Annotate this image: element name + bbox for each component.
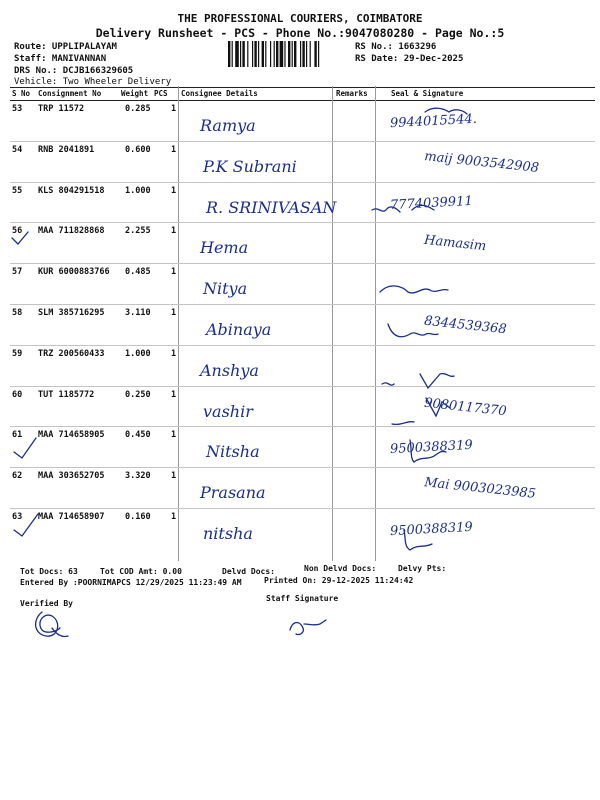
- row-divider: [10, 508, 595, 509]
- row-weight: 0.485: [125, 267, 151, 278]
- total-cod-amount: Tot COD Amt: 0.00: [100, 567, 182, 576]
- consignee-name: vashir: [203, 401, 253, 421]
- row-sno: 53: [12, 104, 23, 114]
- row-pcs: 1: [171, 267, 177, 278]
- row-consignment-no: MAA 714658907: [38, 512, 105, 522]
- row-consignment-no: TRP 11572: [38, 104, 85, 114]
- row-pcs: 1: [171, 389, 177, 400]
- barcode-bar: [292, 41, 293, 67]
- row-pcs: 1: [171, 471, 177, 482]
- barcode-bar: [258, 41, 259, 67]
- row-sno: 57: [12, 267, 23, 278]
- barcode-bar: [288, 41, 290, 67]
- barcode-bar: [265, 41, 266, 67]
- delivered-docs: Delvd Docs:: [222, 567, 275, 576]
- seal-signature: 7774039911: [389, 193, 474, 213]
- row-sno: 61: [12, 430, 23, 441]
- row-sno: 60: [12, 389, 23, 400]
- row-weight: 0.285: [125, 104, 151, 114]
- staff-signature-label: Staff Signature: [266, 594, 339, 603]
- barcode-bar: [314, 41, 316, 67]
- total-docs: Tot Docs: 63: [20, 567, 78, 576]
- column-divider: [178, 86, 179, 561]
- barcode-bar: [276, 41, 278, 67]
- route-label: Route: UPPLIPALAYAM: [14, 42, 117, 52]
- row-consignment-no: KUR 6000883766: [38, 267, 110, 278]
- barcode-bar: [284, 41, 285, 67]
- rs-date: RS Date: 29-Dec-2025: [355, 54, 464, 64]
- seal-signature: Mai 9003023985: [423, 475, 537, 503]
- row-divider: [10, 182, 595, 183]
- row-pcs: 1: [171, 226, 177, 237]
- table-top-rule: [10, 87, 595, 88]
- barcode-bar: [247, 41, 248, 67]
- row-divider: [10, 304, 595, 305]
- row-divider: [10, 345, 595, 346]
- barcode-bar: [254, 41, 256, 67]
- consignee-name: Prasana: [200, 483, 266, 503]
- col-seal-signature: Seal & Signature: [391, 89, 464, 98]
- printed-on: Printed On: 29-12-2025 11:24:42: [264, 576, 414, 585]
- consignee-name: Ramya: [200, 116, 256, 135]
- barcode-bar: [240, 41, 241, 67]
- seal-signature: 9080117370: [423, 395, 508, 419]
- entered-by: Entered By :POORNIMAPCS 12/29/2025 11:23:49 AM: [20, 578, 242, 587]
- consignee-name: Anshya: [200, 360, 259, 380]
- barcode-bar: [318, 41, 319, 67]
- row-sno: 55: [12, 185, 23, 196]
- column-divider: [332, 86, 333, 561]
- row-divider: [10, 426, 595, 427]
- col-consignment: Consignment No: [38, 89, 102, 98]
- row-weight: 0.160: [125, 512, 151, 522]
- col-consignee: Consignee Details: [181, 89, 258, 98]
- column-divider: [375, 86, 376, 561]
- row-sno: 56: [12, 226, 23, 237]
- row-pcs: 1: [171, 512, 177, 522]
- row-pcs: 1: [171, 104, 177, 114]
- seal-signature: 8344539368: [423, 313, 508, 338]
- seal-signature: 9500388319: [389, 438, 474, 458]
- col-weight: Weight: [121, 89, 149, 98]
- row-divider: [10, 263, 595, 264]
- row-weight: 1.000: [125, 348, 151, 359]
- barcode-bar: [310, 41, 311, 67]
- seal-signature: 9944015544.: [389, 111, 478, 132]
- seal-signature: maij 9003542908: [423, 148, 540, 176]
- consignee-name: Nitya: [203, 279, 248, 299]
- row-pcs: 1: [171, 144, 177, 155]
- row-weight: 0.600: [125, 144, 151, 155]
- row-weight: 3.320: [125, 471, 151, 482]
- row-weight: 2.255: [125, 226, 151, 237]
- row-weight: 1.000: [125, 185, 151, 196]
- barcode-bar: [302, 41, 304, 67]
- row-consignment-no: RNB 2041891: [38, 144, 95, 155]
- consignee-name: Nitsha: [206, 442, 260, 462]
- row-sno: 63: [12, 512, 23, 522]
- barcode-bar: [232, 41, 233, 67]
- row-pcs: 1: [171, 430, 177, 441]
- row-consignment-no: MAA 711828868: [38, 226, 105, 237]
- row-pcs: 1: [171, 348, 177, 359]
- row-divider: [10, 222, 595, 223]
- verified-by-label: Verified By: [20, 599, 73, 608]
- row-divider: [10, 467, 595, 468]
- barcode-bar: [228, 41, 230, 67]
- row-consignment-no: TRZ 200560433: [38, 348, 105, 359]
- drs-label: DRS No.: DCJB166329605: [14, 66, 134, 76]
- company-title: THE PROFESSIONAL COURIERS, COIMBATORE: [177, 12, 423, 25]
- barcode-bar: [235, 41, 239, 67]
- tick-mark: [14, 438, 36, 458]
- row-consignment-no: MAA 714658905: [38, 430, 105, 441]
- row-consignment-no: TUT 1185772: [38, 389, 95, 400]
- row-divider: [10, 386, 595, 387]
- barcode-bar: [262, 41, 264, 67]
- row-weight: 3.110: [125, 308, 151, 318]
- consignee-name: R. SRINIVASAN: [206, 197, 337, 217]
- barcode-bar: [306, 41, 307, 67]
- vehicle-label: Vehicle: Two Wheeler Delivery: [14, 77, 172, 87]
- row-consignment-no: SLM 385716295: [38, 308, 105, 318]
- barcode-bar: [270, 41, 271, 67]
- seal-signature: Hamasim: [423, 233, 487, 255]
- row-pcs: 1: [171, 185, 177, 196]
- barcode-bar: [280, 41, 284, 67]
- delivery-points: Delvy Pts:: [398, 564, 447, 573]
- row-consignment-no: KLS 804291518: [38, 185, 105, 196]
- col-sno: S No: [12, 89, 31, 98]
- row-sno: 62: [12, 471, 23, 482]
- non-delivered-docs: Non Delvd Docs:: [304, 564, 377, 573]
- barcode-bar: [252, 41, 253, 67]
- consignee-name: nitsha: [203, 524, 253, 543]
- rs-number: RS No.: 1663296: [355, 42, 437, 52]
- header-bottom-rule: [10, 100, 595, 101]
- barcode-bar: [300, 41, 301, 67]
- consignee-name: Hema: [200, 238, 249, 258]
- col-remarks: Remarks: [336, 89, 368, 98]
- barcode-bar: [274, 41, 275, 67]
- barcode-bar: [294, 41, 296, 67]
- row-weight: 0.250: [125, 389, 151, 400]
- row-sno: 59: [12, 348, 23, 359]
- row-sno: 58: [12, 308, 23, 318]
- row-pcs: 1: [171, 308, 177, 318]
- consignee-name: P.K Subrani: [203, 156, 297, 176]
- row-divider: [10, 141, 595, 142]
- barcode-image: [228, 41, 350, 67]
- row-weight: 0.450: [125, 430, 151, 441]
- runsheet-subtitle: Delivery Runsheet - PCS - Phone No.:9047080280 - Page No.:5: [95, 26, 505, 40]
- staff-label: Staff: MANIVANNAN: [14, 54, 107, 64]
- seal-signature: 9500388319: [389, 519, 474, 540]
- barcode-bar: [242, 41, 244, 67]
- row-consignment-no: MAA 303652705: [38, 471, 105, 482]
- consignee-name: Abinaya: [206, 320, 272, 339]
- row-sno: 54: [12, 144, 23, 155]
- col-pcs: PCS: [154, 89, 168, 98]
